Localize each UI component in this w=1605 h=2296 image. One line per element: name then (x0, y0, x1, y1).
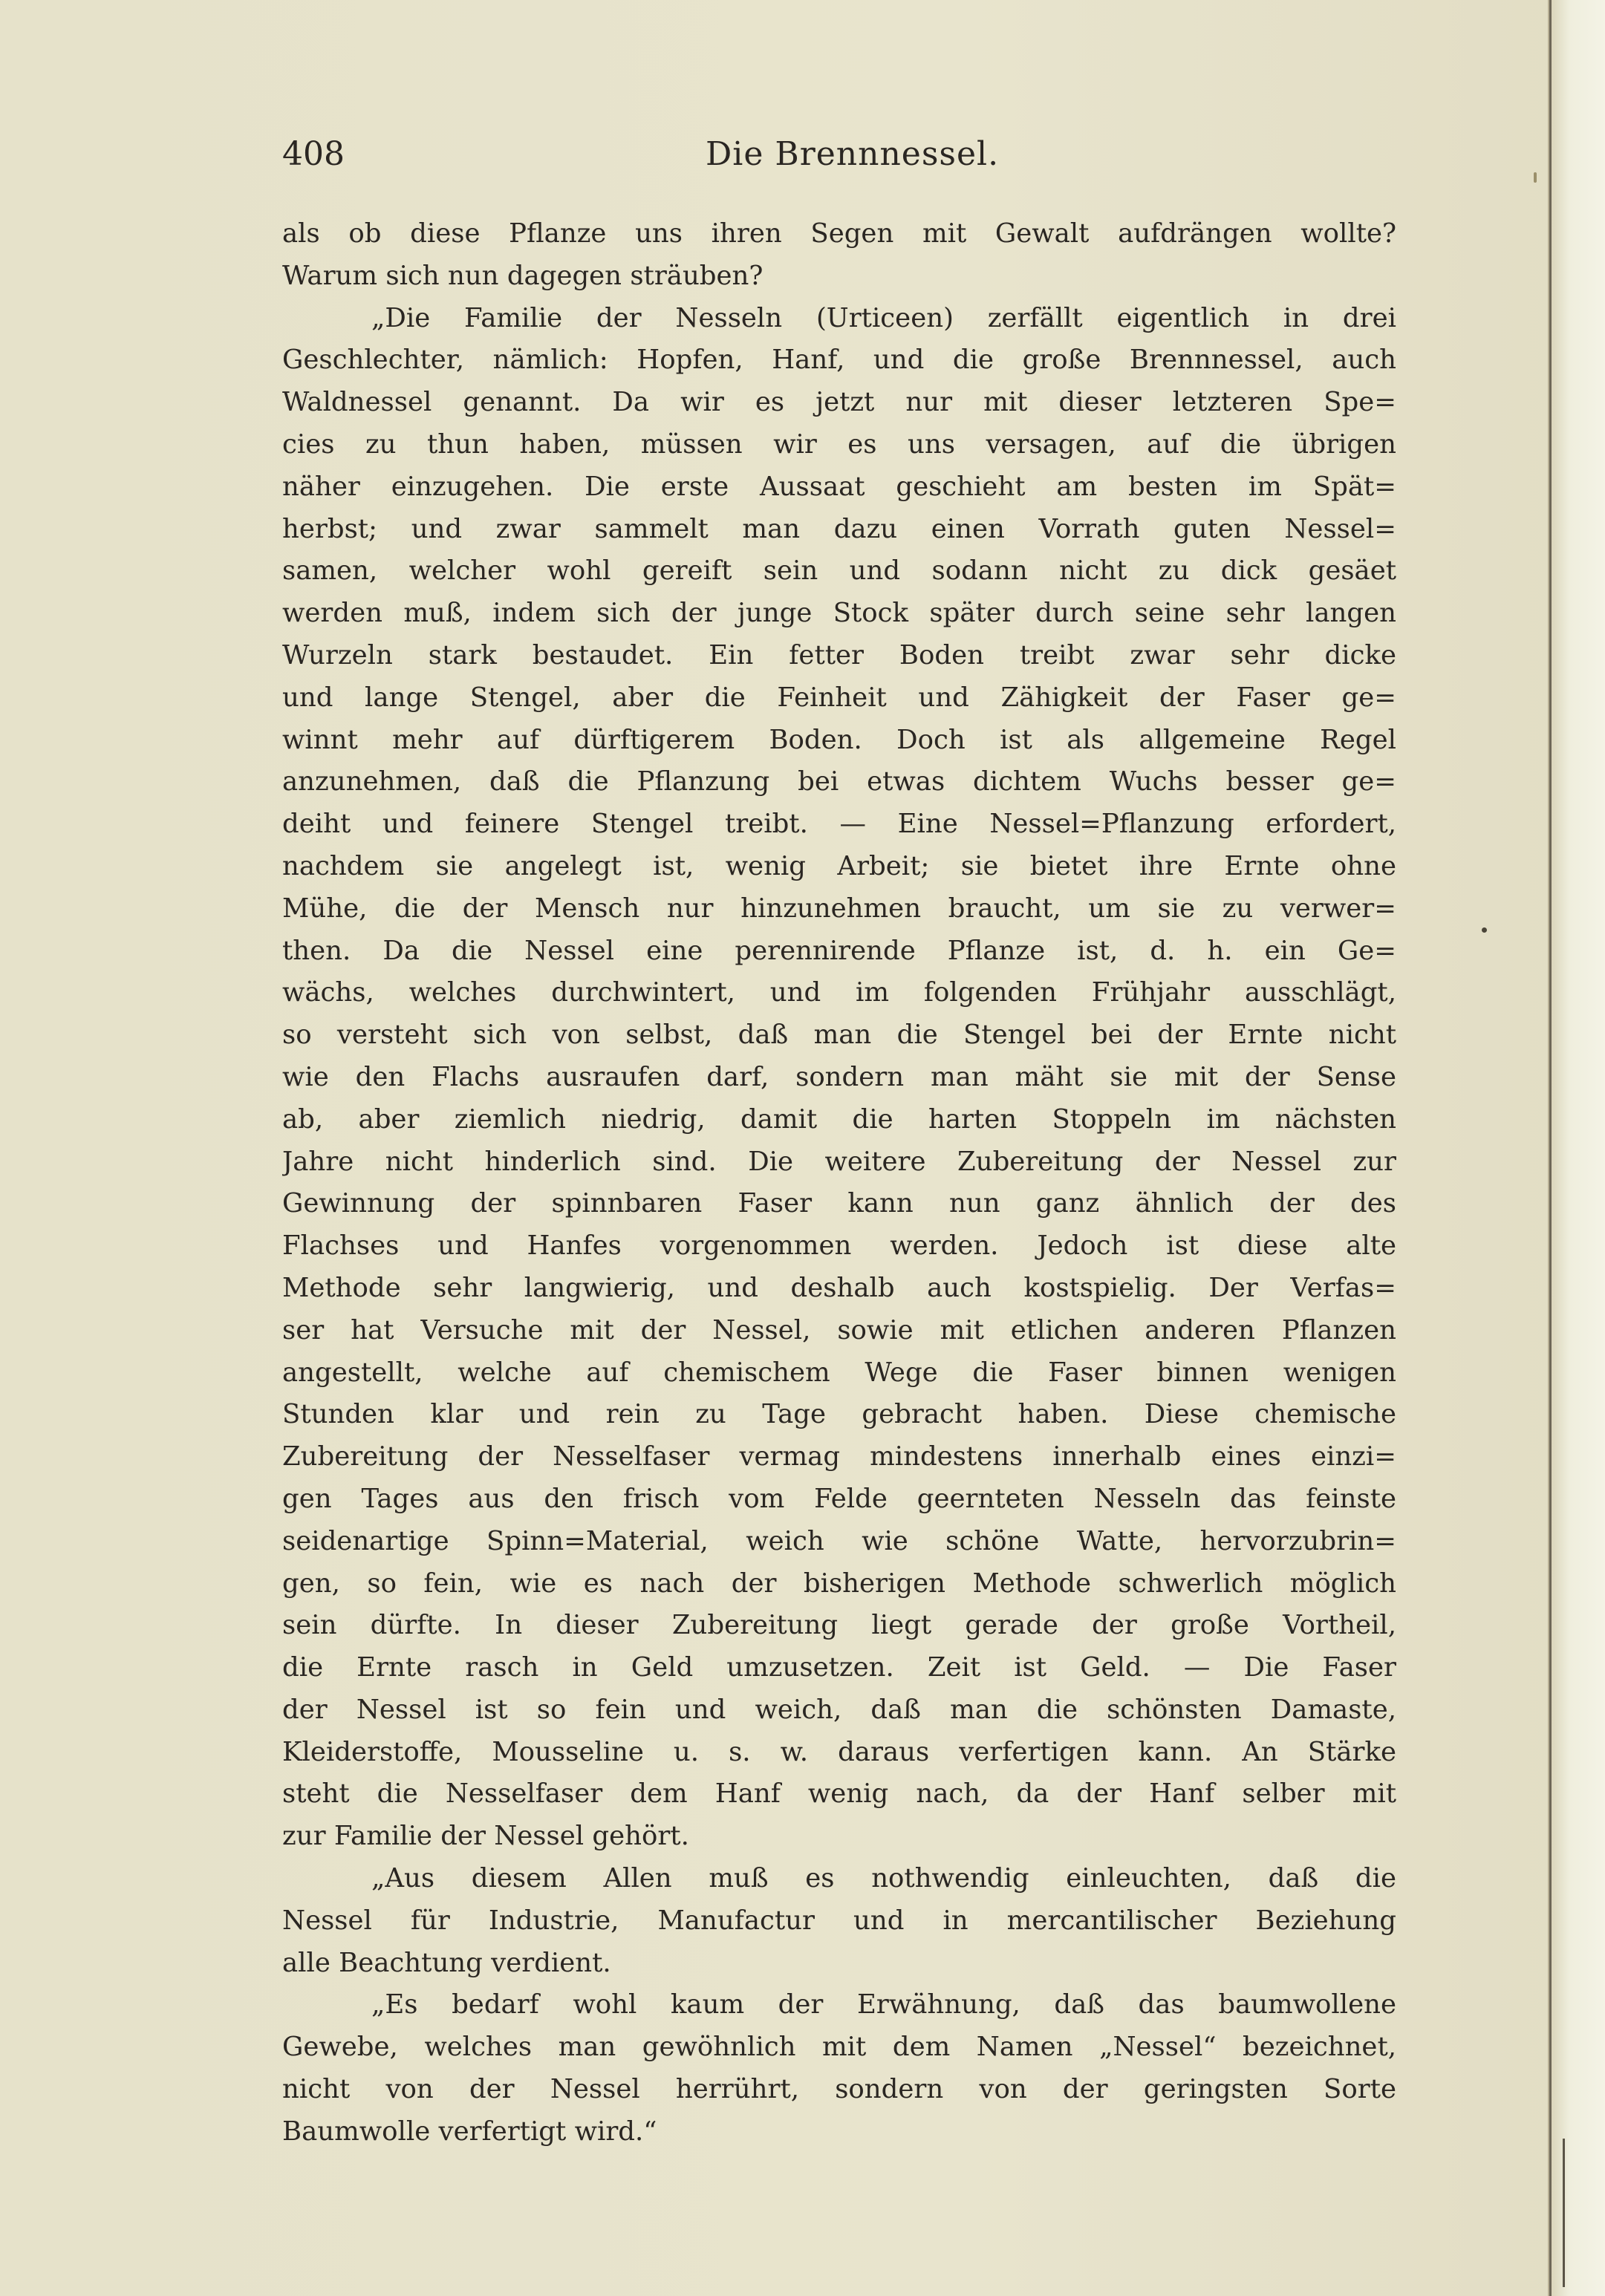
text-line: als ob diese Pflanze uns ihren Segen mit Gewalt aufdrängen wollte? (282, 218, 1396, 249)
text-line: then. Da die Nessel eine perennirende Pflanze ist, d. h. ein Ge= (282, 935, 1396, 966)
text-line: Gewebe, welches man gewöhnlich mit dem Namen „Nessel“ bezeichnet, (282, 2032, 1396, 2063)
page-number: 408 (282, 135, 345, 173)
text-line: Gewinnung der spinnbaren Faser kann nun ganz ähnlich der des (282, 1188, 1396, 1219)
text-line: zur Familie der Nessel gehört. (282, 1821, 689, 1852)
text-line: Zubereitung der Nesselfaser vermag mindestens innerhalb eines einzi= (282, 1441, 1396, 1472)
text-line: gen Tages aus den frisch vom Felde geernteten Nesseln das feinste (282, 1483, 1396, 1514)
text-line: samen, welcher wohl gereift sein und sodann nicht zu dick gesäet (282, 555, 1396, 587)
text-line: sein dürfte. In dieser Zubereitung liegt gerade der große Vortheil, (282, 1610, 1396, 1641)
text-line: alle Beachtung verdient. (282, 1947, 611, 1978)
text-line: Nessel für Industrie, Manufactur und in mercantilischer Beziehung (282, 1905, 1396, 1936)
running-title: Die Brennnessel. (706, 135, 1000, 173)
text-line: Warum sich nun dagegen sträuben? (282, 260, 764, 291)
body-text (282, 213, 1396, 2153)
text-line: angestellt, welche auf chemischem Wege die Faser binnen wenigen (282, 1357, 1396, 1388)
text-line: werden muß, indem sich der junge Stock später durch seine sehr langen (282, 598, 1396, 629)
text-line: Stunden klar und rein zu Tage gebracht haben. Diese chemische (282, 1399, 1396, 1430)
text-line: steht die Nesselfaser dem Hanf wenig nach, da der Hanf selber mit (282, 1778, 1396, 1810)
text-line: deiht und feinere Stengel treibt. — Eine Nessel=Pflanzung erfordert, (282, 809, 1396, 840)
page-edge (1548, 0, 1605, 2296)
page-header (282, 132, 1396, 177)
text-line: herbst; und zwar sammelt man dazu einen Vorrath guten Nessel= (282, 513, 1396, 544)
text-line: gen, so fein, wie es nach der bisherigen Methode schwerlich möglich (282, 1568, 1396, 1599)
text-line: ab, aber ziemlich niedrig, damit die harten Stoppeln im nächsten (282, 1103, 1396, 1135)
text-line: Methode sehr langwierig, und deshalb auch kostspielig. Der Verfas= (282, 1272, 1396, 1303)
text-line: die Ernte rasch in Geld umzusetzen. Zeit ist Geld. — Die Faser (282, 1652, 1396, 1683)
text-line: und lange Stengel, aber die Feinheit und Zähigkeit der Faser ge= (282, 682, 1396, 713)
text-line: anzunehmen, daß die Pflanzung bei etwas dichtem Wuchs besser ge= (282, 766, 1396, 798)
text-line: der Nessel ist so fein und weich, daß man die schönsten Damaste, (282, 1694, 1396, 1725)
text-line: Jahre nicht hinderlich sind. Die weitere Zubereitung der Nessel zur (282, 1146, 1396, 1177)
text-line: Geschlechter, nämlich: Hopfen, Hanf, und die große Brennnessel, auch (282, 345, 1396, 376)
text-line: Kleiderstoffe, Mousseline u. s. w. daraus verfertigen kann. An Stärke (282, 1736, 1396, 1767)
text-line: nachdem sie angelegt ist, wenig Arbeit; sie bietet ihre Ernte ohne (282, 850, 1396, 881)
text-line: Flachses und Hanfes vorgenommen werden. Jedoch ist diese alte (282, 1230, 1396, 1262)
text-line: wie den Flachs ausraufen darf, sondern man mäht sie mit der Sense (282, 1061, 1396, 1092)
text-line: nicht von der Nessel herrührt, sondern von der geringsten Sorte (282, 2074, 1396, 2105)
binding-shadow (1549, 0, 1552, 2296)
text-line: wächs, welches durchwintert, und im folgenden Frühjahr ausschlägt, (282, 977, 1396, 1008)
text-line: näher einzugehen. Die erste Aussaat geschieht am besten im Spät= (282, 471, 1396, 502)
text-line: Mühe, die der Mensch nur hinzunehmen braucht, um sie zu verwer= (282, 893, 1396, 924)
text-line: seidenartige Spinn=Material, weich wie schöne Watte, hervorzubrin= (282, 1525, 1396, 1556)
paper-stain (1534, 172, 1537, 183)
text-line: winnt mehr auf dürftigerem Boden. Doch ist als allgemeine Regel (282, 724, 1396, 755)
ink-speck (1482, 927, 1487, 933)
text-line: ser hat Versuche mit der Nessel, sowie mit etlichen anderen Pflanzen (282, 1314, 1396, 1346)
text-line: „Die Familie der Nesseln (Urticeen) zerfällt eigentlich in drei (371, 302, 1396, 333)
text-line: so versteht sich von selbst, daß man die Stengel bei der Ernte nicht (282, 1020, 1396, 1051)
text-line: Baumwolle verfertigt wird.“ (282, 2116, 657, 2147)
text-line: Waldnessel genannt. Da wir es jetzt nur mit dieser letzteren Spe= (282, 387, 1396, 418)
text-line: „Es bedarf wohl kaum der Erwähnung, daß das baumwollene (371, 1989, 1396, 2021)
text-line: „Aus diesem Allen muß es nothwendig einleuchten, daß die (371, 1863, 1396, 1894)
edge-shadow (1563, 2139, 1565, 2287)
text-line: cies zu thun haben, müssen wir es uns versagen, auf die übrigen (282, 428, 1396, 460)
text-line: Wurzeln stark bestaudet. Ein fetter Boden treibt zwar sehr dicke (282, 639, 1396, 671)
